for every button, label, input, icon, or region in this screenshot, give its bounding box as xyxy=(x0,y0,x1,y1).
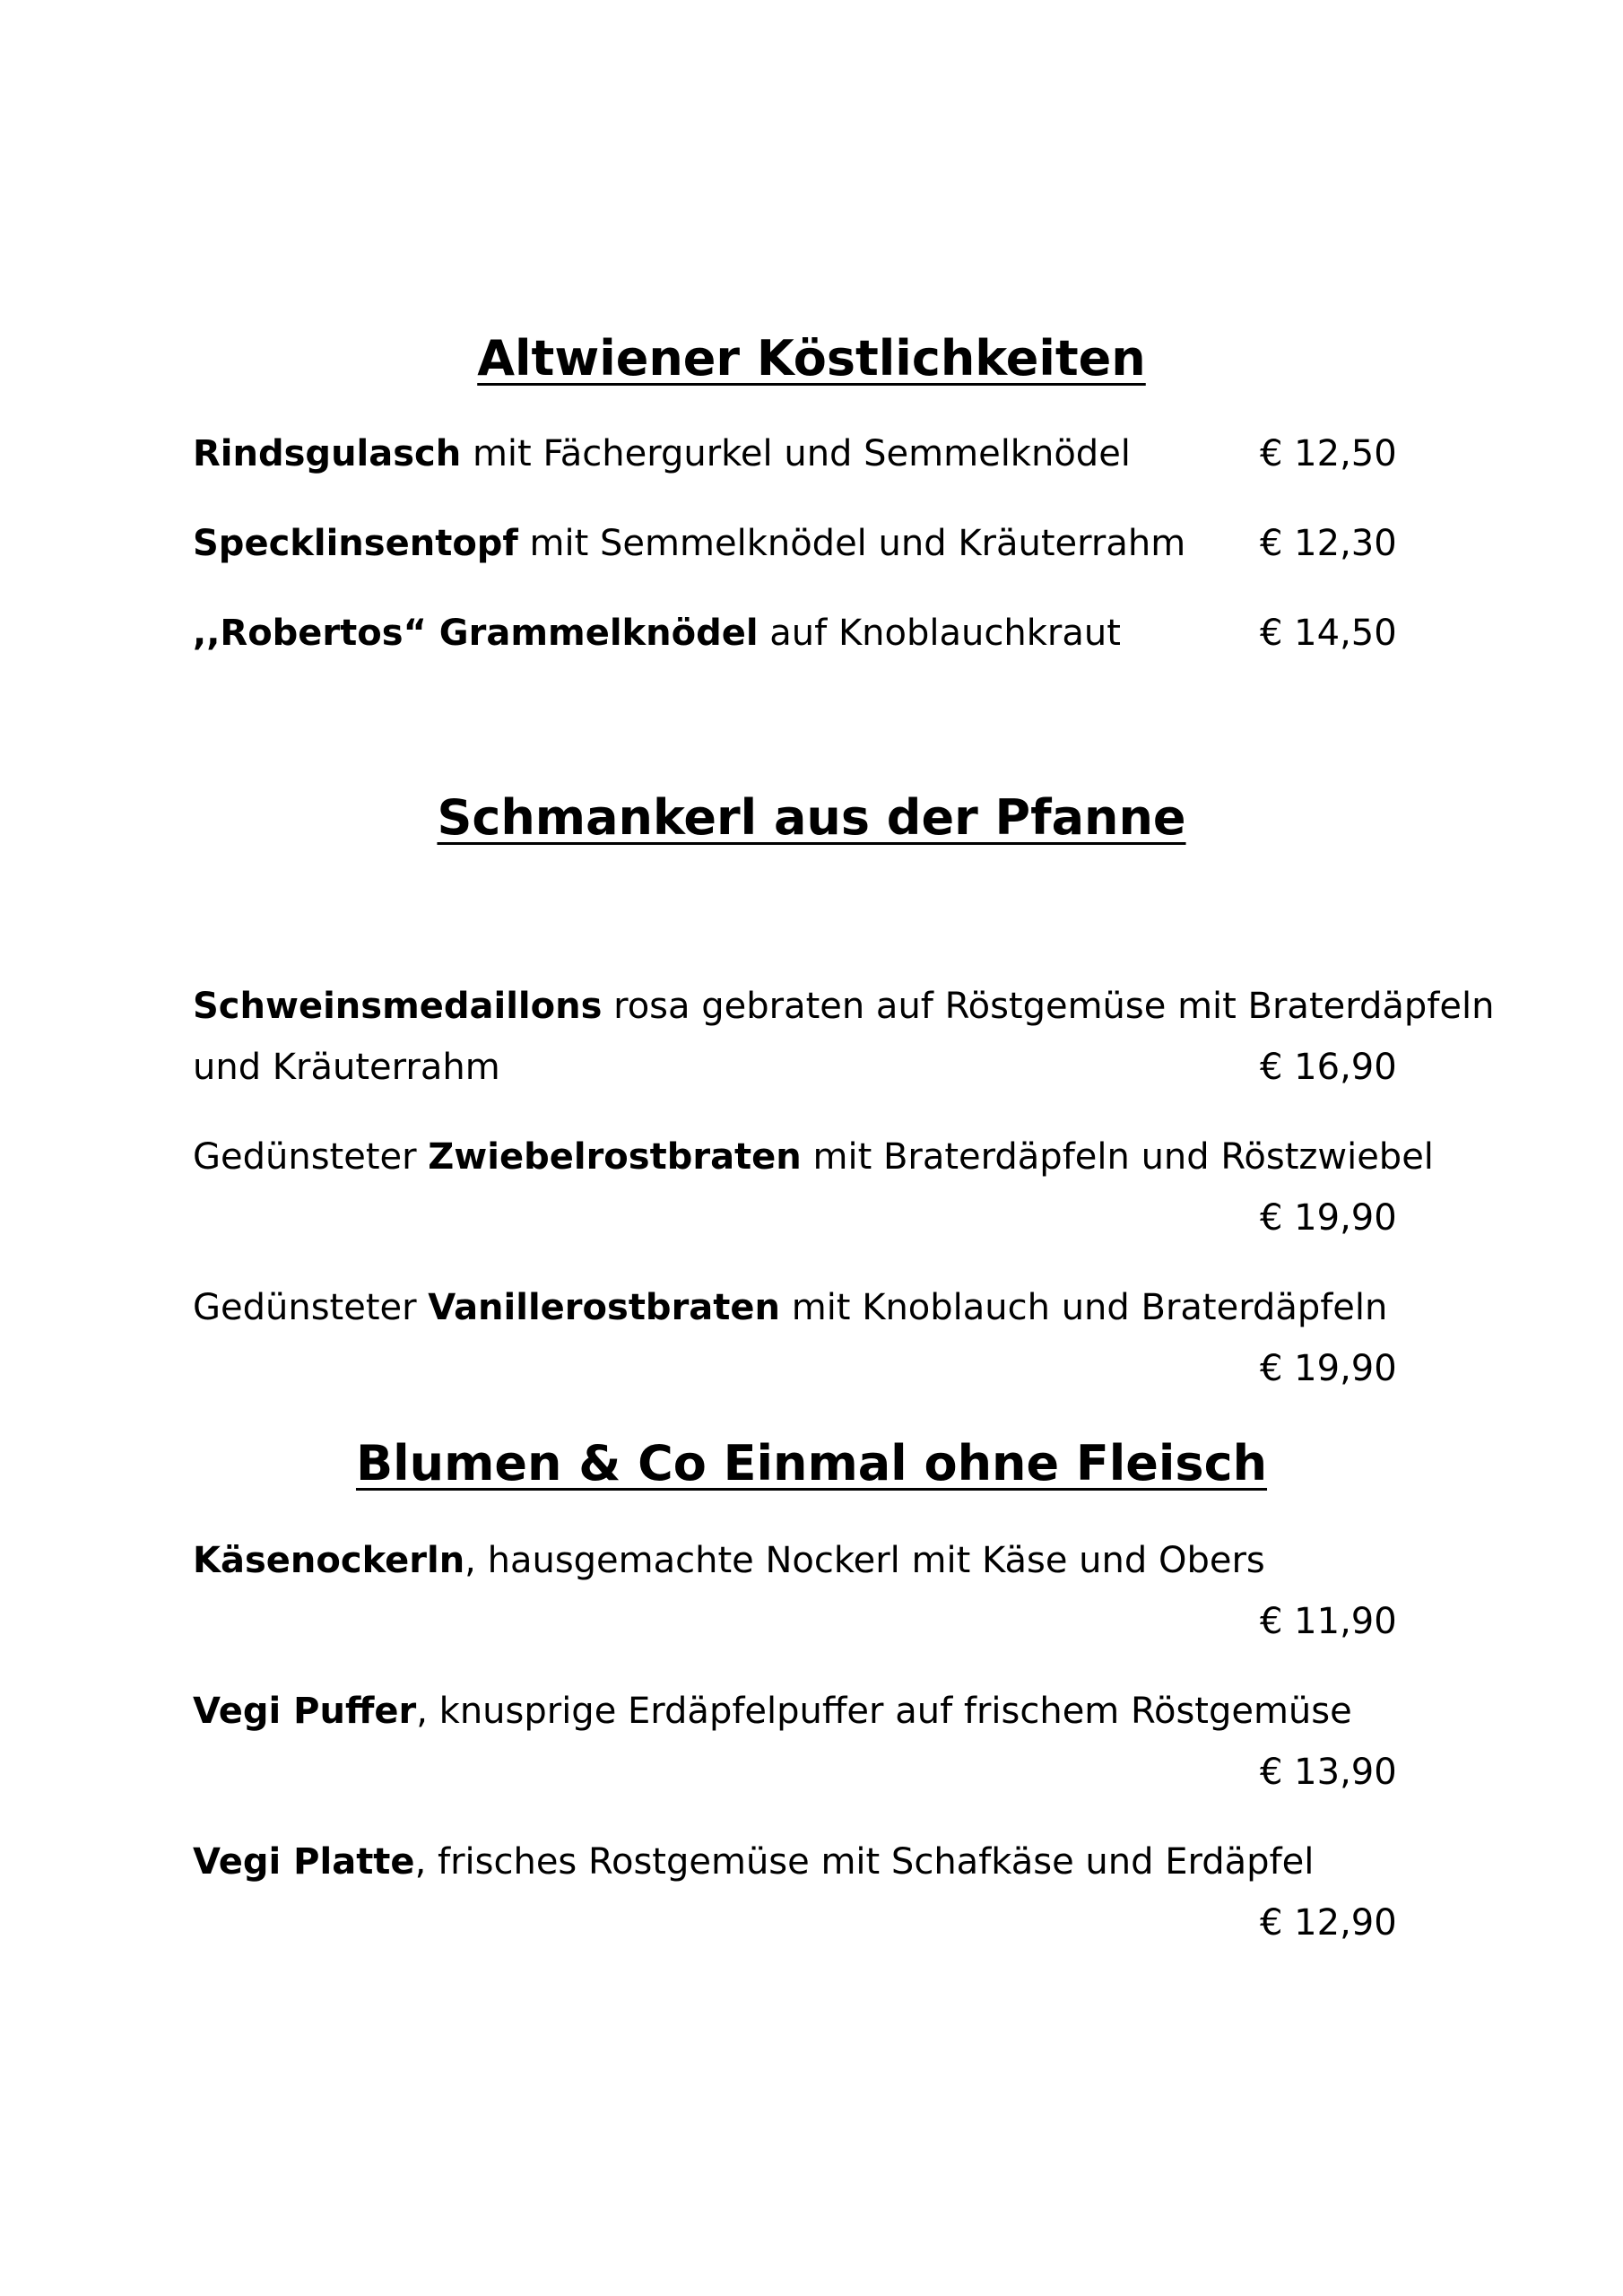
menu-item-kaesenockerln xyxy=(193,1539,1265,1582)
dish-price: € 11,90 xyxy=(1260,1601,1397,1642)
dish-price: € 19,90 xyxy=(1260,1197,1397,1239)
dish-description: mit Fächergurkel und Semmelknödel xyxy=(461,433,1131,474)
dish-price: € 19,90 xyxy=(1260,1348,1397,1389)
section-title-altwiener: Altwiener Köstlichkeiten xyxy=(477,330,1146,387)
dish-description: , hausgemachte Nockerl mit Käse und Obers xyxy=(464,1540,1265,1581)
dish-price: € 12,90 xyxy=(1260,1902,1397,1944)
dish-name: Zwiebelrostbraten xyxy=(428,1136,802,1178)
section-title-schmankerl: Schmankerl aus der Pfanne xyxy=(437,789,1186,846)
dish-description: , knusprige Erdäpfelpuffer auf frischem Röstgemüse xyxy=(416,1691,1352,1732)
menu-item-vegi-platte xyxy=(193,1840,1314,1883)
dish-name: Specklinsentopf xyxy=(193,523,518,564)
dish-description: mit Knoblauch und Braterdäpfeln xyxy=(780,1287,1388,1328)
dish-price: € 16,90 xyxy=(1260,1047,1397,1088)
dish-description: rosa gebraten auf Röstgemüse mit Braterdäpfeln xyxy=(602,986,1495,1027)
dish-name: Schweinsmedaillons xyxy=(193,986,603,1027)
dish-prefix: Gedünsteter xyxy=(193,1136,429,1178)
menu-item-specklinsentopf xyxy=(193,522,1185,565)
section-title-blumen: Blumen & Co Einmal ohne Fleisch xyxy=(355,1435,1268,1492)
dish-description: mit Braterdäpfeln und Röstzwiebel xyxy=(801,1136,1434,1178)
dish-name: Vegi Puffer xyxy=(193,1691,417,1732)
menu-item-vegi-puffer xyxy=(193,1690,1352,1733)
dish-description-continued: und Kräuterrahm xyxy=(193,1047,500,1088)
dish-name: ,,Robertos“ Grammelknödel xyxy=(193,613,759,654)
menu-item-rindsgulasch xyxy=(193,432,1131,475)
dish-prefix: Gedünsteter xyxy=(193,1287,429,1328)
dish-description: , frisches Rostgemüse mit Schafkäse und Erdäpfel xyxy=(414,1841,1315,1883)
dish-name: Vegi Platte xyxy=(193,1841,415,1883)
dish-price: € 13,90 xyxy=(1260,1752,1397,1793)
dish-description: mit Semmelknödel und Kräuterrahm xyxy=(517,523,1186,564)
dish-price: € 12,30 xyxy=(1260,523,1397,564)
menu-item-grammelknoedel xyxy=(193,612,1121,655)
dish-description: auf Knoblauchkraut xyxy=(758,613,1121,654)
dish-price: € 12,50 xyxy=(1260,433,1397,474)
dish-name: Vanillerostbraten xyxy=(428,1287,781,1328)
menu-item-vanillerostbraten xyxy=(193,1286,1387,1329)
dish-name: Käsenockerln xyxy=(193,1540,465,1581)
dish-name: Rindsgulasch xyxy=(193,433,462,474)
dish-price: € 14,50 xyxy=(1260,613,1397,654)
menu-item-zwiebelrostbraten xyxy=(193,1135,1434,1178)
menu-item-schweinsmedaillons xyxy=(193,985,1494,1028)
